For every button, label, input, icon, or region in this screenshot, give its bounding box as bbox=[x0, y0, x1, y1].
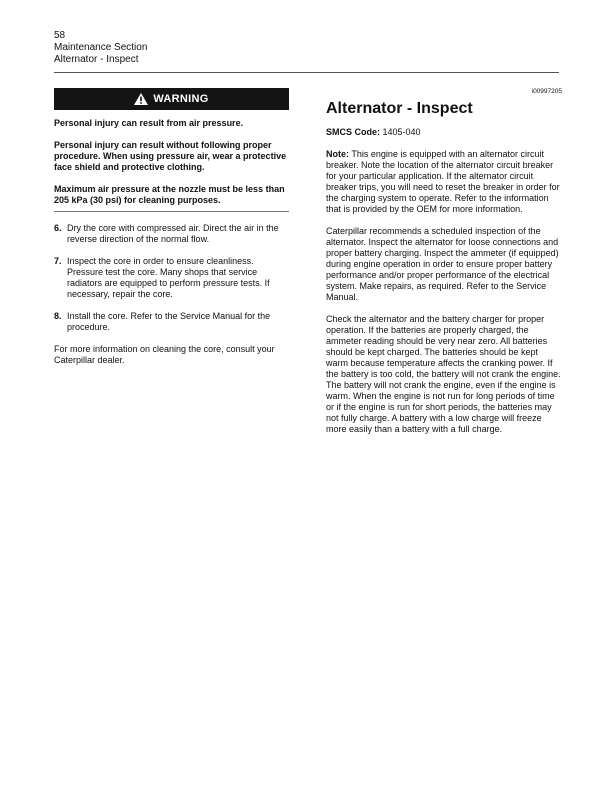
body-paragraph: Check the alternator and the battery charger for proper operation. If the batteries are properly charged, the ammeter reading should be very near zero. All batteries should be kept charged. The batteries should be kept warm because temperature affects the cranking power. If the battery is too cold, the battery will not crank the engine. The battery will not crank the engine, even if the engine is warm. When the engine is not run for long periods of time or if the engine is run for short periods, the batteries may not fully charge. A battery with a low charge will freeze more easily than a battery with a full charge. bbox=[326, 314, 561, 434]
page-number: 58 bbox=[54, 30, 66, 41]
note-paragraph bbox=[326, 149, 562, 215]
step-number: 8. bbox=[54, 311, 62, 321]
note-text: This engine is equipped with an alternator circuit breaker. Note the location of the alternator circuit breaker for your particular application. If the alternator circuit breaker trips, you will need to reset the breaker in order for the charging system to operate. Refer to the information that is provided by the OEM for more information. bbox=[326, 149, 560, 214]
header-divider bbox=[54, 72, 559, 73]
warning-triangle-icon bbox=[134, 93, 148, 105]
left-column bbox=[54, 88, 289, 366]
smcs-code bbox=[326, 127, 562, 138]
right-column bbox=[326, 88, 562, 435]
warning-banner bbox=[54, 88, 289, 110]
body-paragraph: Caterpillar recommends a scheduled inspection of the alternator. Inspect the alternator for loose connections and proper battery charging. Inspect the ammeter (if equipped) during engine operation in order to ensure proper battery performance and/or proper performance of the electrical system. Make repairs, as required. Refer to the Service Manual. bbox=[326, 226, 559, 302]
step-item bbox=[54, 311, 289, 333]
step-item bbox=[54, 223, 289, 245]
step-text: Dry the core with compressed air. Direct the air in the reverse direction of the normal flow. bbox=[67, 223, 279, 244]
warning-divider bbox=[54, 211, 289, 212]
step-text: Inspect the core in order to ensure cleanliness. Pressure test the core. Many shops that service radiators are equipped to perform pressure tests. If necessary, repair the core. bbox=[67, 256, 270, 299]
warning-text: Maximum air pressure at the nozzle must be less than 205 kPa (30 psi) for cleaning purposes. bbox=[54, 184, 285, 205]
subsection-name: Alternator - Inspect bbox=[54, 54, 139, 65]
step-number: 6. bbox=[54, 223, 62, 233]
smcs-label: SMCS Code: bbox=[326, 127, 380, 137]
smcs-value: 1405-040 bbox=[382, 127, 421, 137]
note-label: Note: bbox=[326, 149, 349, 159]
step-number: 7. bbox=[54, 256, 62, 266]
article-title: Alternator - Inspect bbox=[326, 100, 473, 117]
step-text: Install the core. Refer to the Service Manual for the procedure. bbox=[67, 311, 271, 332]
closing-note: For more information on cleaning the core, consult your Caterpillar dealer. bbox=[54, 344, 275, 365]
section-name: Maintenance Section bbox=[54, 42, 148, 53]
document-id: i00997205 bbox=[531, 88, 562, 95]
step-item bbox=[54, 256, 289, 300]
warning-text: Personal injury can result from air pressure. bbox=[54, 118, 244, 128]
procedure-steps bbox=[54, 223, 289, 333]
warning-text: Personal injury can result without following proper procedure. When using pressure air, wear a protective face shield and protective clothing. bbox=[54, 140, 287, 172]
page-header bbox=[54, 30, 147, 66]
warning-label: WARNING bbox=[153, 92, 209, 105]
